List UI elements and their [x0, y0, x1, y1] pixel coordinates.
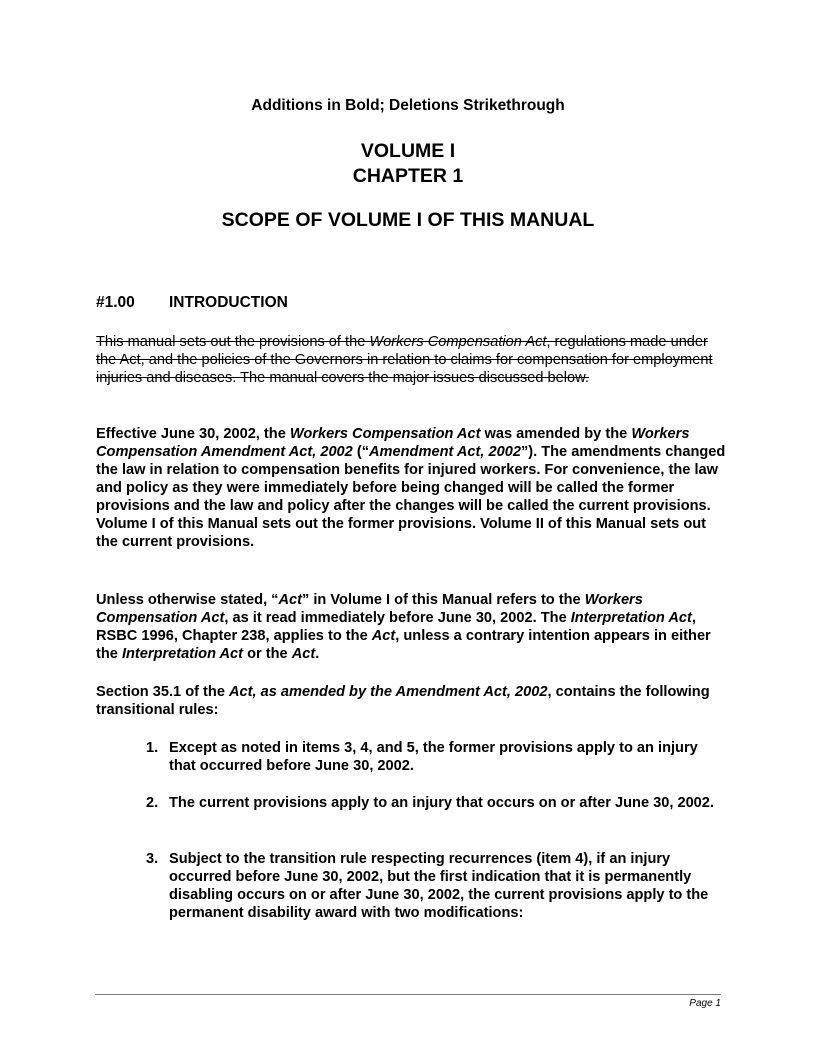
chapter-title: CHAPTER 1	[352, 165, 464, 187]
paragraph-effective-date: Effective June 30, 2002, the Workers Compensation Act was amended by the Workers Compensation Amendment Act, 2002 (“Amendment Act, 2002”). The amendments changed the law in relation to compensation benefits for injured workers. For convenience, the law and policy as they were immediately before being changed will be called the former provisions and the law and policy after the changes will be called the current provisions. Volume I of this Manual sets out the former provisions. Volume II of this Manual sets out the current provisions.	[96, 426, 726, 550]
section-heading	[96, 294, 288, 312]
footer-rule	[95, 994, 721, 995]
volume-chapter-heading	[0, 139, 816, 189]
list-item: 2. The current provisions apply to an injury that occurs on or after June 30, 2002.	[146, 795, 714, 811]
section-number: #1.00	[96, 294, 135, 311]
deleted-paragraph: This manual sets out the provisions of the Workers Compensation Act, regulations made under the Act, and the policies of the Governors in relation to claims for compensation for employment injuries and diseases. The manual covers the major issues discussed below.	[96, 334, 713, 386]
volume-title: VOLUME I	[360, 140, 456, 162]
paragraph-transitional-rules: Section 35.1 of the Act, as amended by the Amendment Act, 2002, contains the following transitional rules:	[96, 684, 710, 718]
list-item: 3. Subject to the transition rule respecting recurrences (item 4), if an injury occurred before June 30, 2002, but the first indication that it is permanently disabling occurs on or after June 30, 2002, the current provisions apply to the permanent disability award with two modifications:	[146, 851, 709, 921]
page-number: Page 1	[689, 998, 721, 1009]
header-note: Additions in Bold; Deletions Strikethrough	[251, 97, 565, 114]
scope-title: SCOPE OF VOLUME I OF THIS MANUAL	[221, 209, 595, 231]
section-title: INTRODUCTION	[169, 294, 288, 311]
paragraph-act-definition: Unless otherwise stated, “Act” in Volume I of this Manual refers to the Workers Compensation Act, as it read immediately before June 30, 2002. The Interpretation Act, RSBC 1996, Chapter 238, applies to the Act, unless a contrary intention appears in either the Interpretation Act or the Act.	[96, 592, 711, 662]
list-item: 1. Except as noted in items 3, 4, and 5, the former provisions apply to an injury that occurred before June 30, 2002.	[146, 740, 698, 774]
